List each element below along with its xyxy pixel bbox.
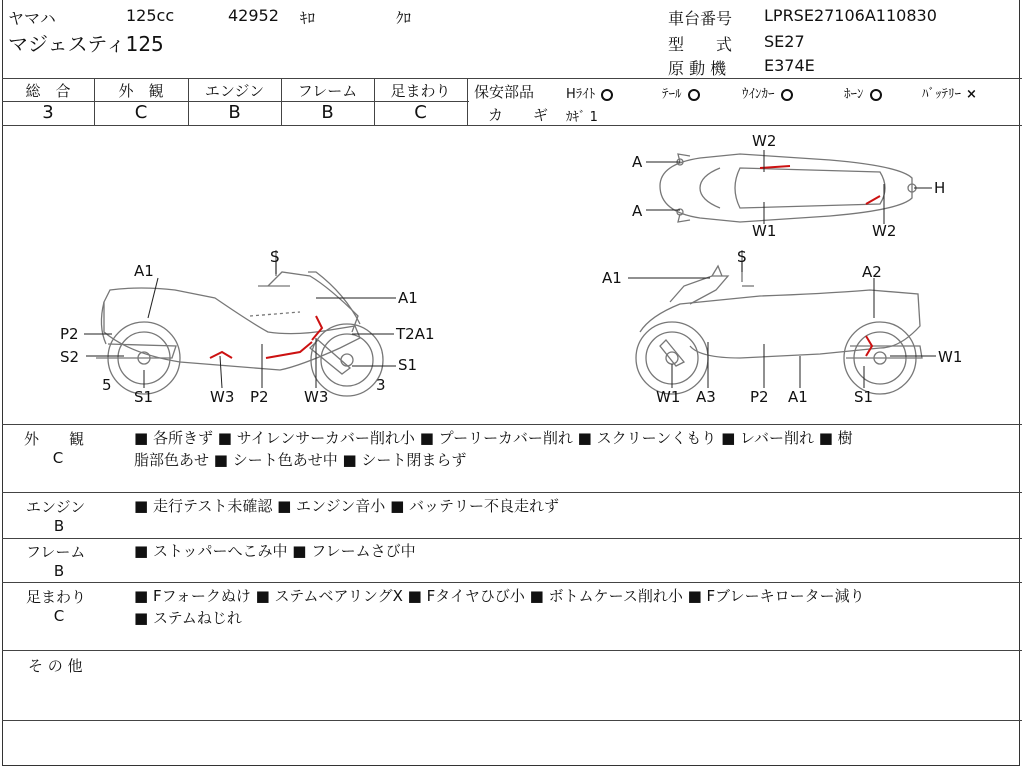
grade-value-overall: 3 [42,102,54,123]
label-right-a2: A2 [862,263,882,281]
scooter-top-view [660,154,916,222]
label-top-w1: W1 [752,222,777,240]
label-left-t2a1: T2A1 [396,325,435,343]
maker: ヤマハ [8,9,56,28]
safety-item-battery [922,83,977,102]
label-top-a-right: A [632,202,643,220]
ok-circle-icon [688,89,700,101]
safety-item-horn [844,83,882,102]
note-grade-suspension: C [53,607,65,625]
damage-labels [60,132,962,406]
model-label: 型 式 [668,35,733,54]
safety-label: 保安部品 [474,83,535,101]
label-right-a1-bottom: A1 [788,388,808,406]
label-top-a-left: A [632,153,643,171]
key-label: カ ギ [488,106,549,124]
label-left-a1-body: A1 [398,289,418,307]
divider [2,424,1022,425]
ng-cross-icon: × [966,87,977,102]
note-category-engine: エンジン [26,498,86,516]
ok-circle-icon [781,89,793,101]
frame-no-label: 車台番号 [668,9,733,28]
key-value: ｶｷﾞ 1 [566,110,598,125]
safety-item-name: ﾎｰﾝ [844,87,864,102]
label-left-5: 5 [102,376,112,394]
note-category-exterior: 外 観 [24,430,85,448]
label-left-3: 3 [376,376,386,394]
divider [2,78,1022,79]
scooter-diagram [0,126,1024,424]
divider [2,720,1022,721]
grade-label-overall: 総 合 [25,82,71,100]
safety-item-name: ﾊﾞｯﾃﾘｰ [922,87,961,102]
grade-label-frame: フレーム [297,82,358,100]
label-top-w2: W2 [752,132,777,150]
model-value: SE27 [764,32,805,51]
label-right-w1-rear: W1 [938,348,963,366]
mileage: 42952 [228,6,279,25]
label-right-w1: W1 [656,388,681,406]
label-right-p2: P2 [750,388,769,406]
leader-lines [84,150,936,388]
note-category-frame: フレーム [26,543,86,561]
note-grade-frame: B [53,562,65,580]
divider [467,78,468,125]
label-left-s: S [270,248,280,266]
label-top-w2-rear: W2 [872,222,897,240]
note-text-suspension-1: ■ Fフォークぬけ ■ ステムベアリングX ■ Fタイヤひび小 ■ ボトムケース削れ小 ■ Fブレーキローター減り [134,587,865,605]
mileage-unit: ｷﾛ [300,9,316,27]
note-category-suspension: 足まわり [26,588,87,606]
label-right-s1: S1 [854,388,874,406]
grade-label-exterior: 外 観 [118,82,164,100]
label-left-w3: W3 [210,388,235,406]
color: ｸﾛ [396,9,412,27]
label-left-a1: A1 [134,262,154,280]
engine-label: 原 動 機 [668,59,727,78]
grade-value-suspension: C [414,102,427,123]
displacement: 125cc [126,6,175,25]
label-left-p2-bottom: P2 [250,388,269,406]
note-text-frame-1: ■ ストッパーへこみ中 ■ フレームさび中 [134,542,416,560]
ok-circle-icon [870,89,882,101]
note-grade-engine: B [53,517,65,535]
safety-item-headlight [566,83,613,102]
safety-item-name: Hﾗｲﾄ [566,87,596,102]
grade-value-frame: B [321,102,334,123]
ok-circle-icon [601,89,613,101]
engine-value: E374E [764,56,815,75]
note-text-engine-1: ■ 走行テスト未確認 ■ エンジン音小 ■ バッテリー不良走れず [134,497,560,515]
safety-item-tail [662,83,700,102]
divider [2,582,1022,583]
note-category-other: そ の 他 [28,657,83,675]
safety-item-winker [742,83,793,102]
divider [2,538,1022,539]
label-left-s1-front: S1 [398,356,418,374]
note-text-suspension-2: ■ ステムねじれ [134,609,242,627]
label-right-a1: A1 [602,269,622,287]
note-grade-exterior: C [52,449,64,467]
note-text-exterior-2: 脂部色あせ ■ シート色あせ中 ■ シート閉まらず [134,451,467,469]
label-left-w3-front: W3 [304,388,329,406]
divider [2,492,1022,493]
model-name: マジェスティ125 [8,32,164,56]
safety-item-name: ﾃｰﾙ [662,87,682,102]
grade-value-exterior: C [134,102,148,123]
label-right-a3: A3 [696,388,716,406]
grade-label-suspension: 足まわり [390,82,451,100]
label-left-p2: P2 [60,325,79,343]
label-right-s: S [737,248,747,266]
safety-item-name: ｳｲﾝｶｰ [742,87,775,102]
label-left-s2: S2 [60,348,80,366]
grade-value-engine: B [228,102,241,123]
frame-no-value: LPRSE27106A110830 [764,6,937,25]
label-top-h: H [934,179,946,197]
grade-label-engine: エンジン [204,82,265,100]
divider [2,650,1022,651]
note-text-exterior-1: ■ 各所きず ■ サイレンサーカバー削れ小 ■ プーリーカバー削れ ■ スクリーンくもり ■ レバー削れ ■ 樹 [134,429,853,447]
label-left-s1-rear: S1 [134,388,154,406]
